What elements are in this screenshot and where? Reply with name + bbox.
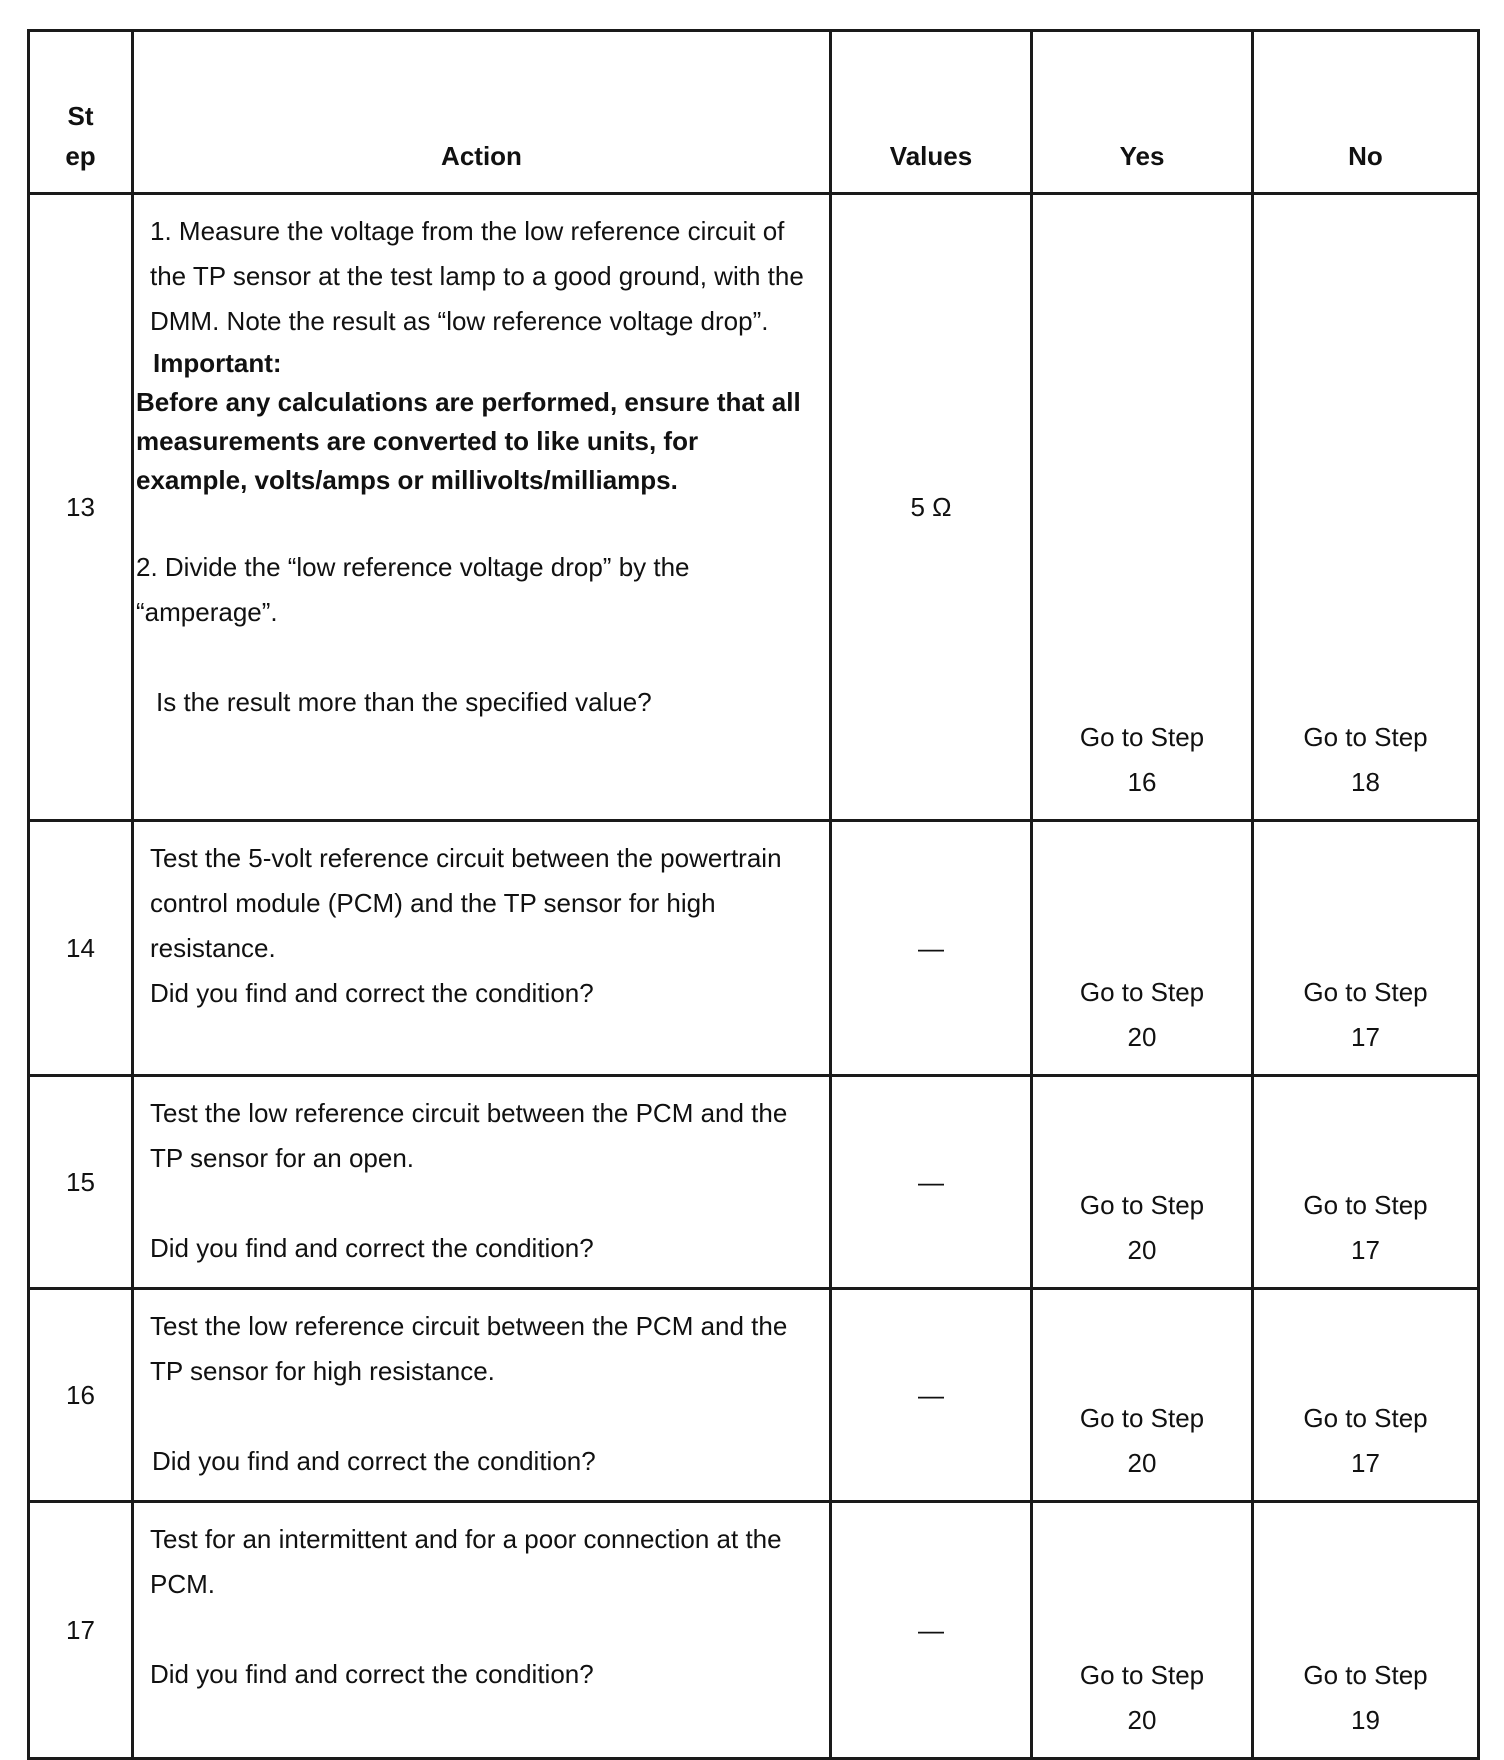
spacer <box>150 1607 809 1652</box>
no-cell <box>1253 1289 1479 1502</box>
action-text: Test the low reference circuit between the PCM and the TP sensor for high resistance. <box>150 1311 788 1386</box>
spacer <box>134 635 809 680</box>
action-text: Test for an intermittent and for a poor connection at the PCM. <box>150 1524 782 1599</box>
action-question: Did you find and correct the condition? <box>150 1233 594 1263</box>
value-cell: — <box>831 821 1032 1076</box>
action-cell <box>133 1076 831 1289</box>
yes-goto-label: Go to Step <box>1079 722 1205 752</box>
no-goto-label: Go to Step <box>1303 1660 1428 1690</box>
no-goto-step: 19 <box>1351 1705 1380 1735</box>
values-column-header: Values <box>831 31 1032 194</box>
step-number: 16 <box>29 1289 133 1502</box>
no-goto-label: Go to Step <box>1303 1403 1428 1433</box>
yes-column-header: Yes <box>1032 31 1253 194</box>
table-row-step-17 <box>29 1502 1479 1759</box>
action-cell <box>133 1289 831 1502</box>
yes-cell <box>1032 1076 1253 1289</box>
action-item-2: 2. Divide the “low reference voltage drop” by the “amperage”. <box>136 552 690 627</box>
step-header-line1: St <box>67 101 94 131</box>
yes-goto-label: Go to Step <box>1079 977 1205 1007</box>
header-row <box>29 31 1479 194</box>
yes-cell <box>1032 1289 1253 1502</box>
yes-goto-step: 20 <box>1127 1235 1157 1265</box>
no-cell <box>1253 821 1479 1076</box>
step-header-line2: ep <box>65 141 96 171</box>
value-cell: — <box>831 1502 1032 1759</box>
yes-goto-step: 16 <box>1127 767 1157 797</box>
action-column-header: Action <box>133 31 831 194</box>
yes-goto-label: Go to Step <box>1079 1190 1205 1220</box>
table-row-step-14 <box>29 821 1479 1076</box>
important-label: Important: <box>153 348 282 378</box>
no-cell <box>1253 1076 1479 1289</box>
step-number: 14 <box>29 821 133 1076</box>
step-number: 13 <box>29 194 133 821</box>
important-text: Before any calculations are performed, ensure that all measurements are converted to like units, for example, volts/amps or millivolts/milliamps. <box>136 387 801 495</box>
diagnostic-table-container <box>27 29 1480 1760</box>
no-cell <box>1253 1502 1479 1759</box>
yes-goto-step: 20 <box>1127 1448 1157 1478</box>
spacer <box>150 1394 809 1439</box>
action-text: Test the 5-volt reference circuit between the powertrain control module (PCM) and the TP sensor for high resistance. <box>150 843 782 963</box>
spacer <box>134 500 809 545</box>
diagnostic-table <box>27 29 1480 1760</box>
step-number: 15 <box>29 1076 133 1289</box>
yes-cell <box>1032 194 1253 821</box>
table-row-step-13 <box>29 194 1479 821</box>
yes-cell <box>1032 1502 1253 1759</box>
no-cell <box>1253 194 1479 821</box>
action-question: Did you find and correct the condition? <box>152 1446 596 1476</box>
yes-goto-label: Go to Step <box>1079 1660 1205 1690</box>
action-question: Did you find and correct the condition? <box>150 978 594 1008</box>
action-cell <box>133 821 831 1076</box>
value-cell: 5 Ω <box>831 194 1032 821</box>
table-row-step-16 <box>29 1289 1479 1502</box>
yes-goto-step: 20 <box>1127 1705 1157 1735</box>
no-goto-step: 17 <box>1351 1235 1380 1265</box>
no-goto-step: 17 <box>1351 1448 1380 1478</box>
yes-cell <box>1032 821 1253 1076</box>
action-question: Is the result more than the specified value? <box>156 687 652 717</box>
table-row-step-15 <box>29 1076 1479 1289</box>
action-cell <box>133 1502 831 1759</box>
action-question: Did you find and correct the condition? <box>150 1659 594 1689</box>
yes-goto-label: Go to Step <box>1079 1403 1205 1433</box>
no-column-header: No <box>1253 31 1479 194</box>
no-goto-label: Go to Step <box>1303 977 1428 1007</box>
no-goto-label: Go to Step <box>1303 722 1428 752</box>
no-goto-step: 17 <box>1351 1022 1380 1052</box>
no-goto-step: 18 <box>1351 767 1380 797</box>
value-cell: — <box>831 1076 1032 1289</box>
yes-goto-step: 20 <box>1127 1022 1157 1052</box>
action-cell <box>133 194 831 821</box>
step-number: 17 <box>29 1502 133 1759</box>
action-item-1: 1. Measure the voltage from the low reference circuit of the TP sensor at the test lamp to a good ground, with the DMM. Note the result as “low reference voltage drop”. <box>150 216 804 336</box>
action-text: Test the low reference circuit between the PCM and the TP sensor for an open. <box>150 1098 788 1173</box>
step-column-header <box>29 31 133 194</box>
no-goto-label: Go to Step <box>1303 1190 1428 1220</box>
spacer <box>150 1181 809 1226</box>
value-cell: — <box>831 1289 1032 1502</box>
